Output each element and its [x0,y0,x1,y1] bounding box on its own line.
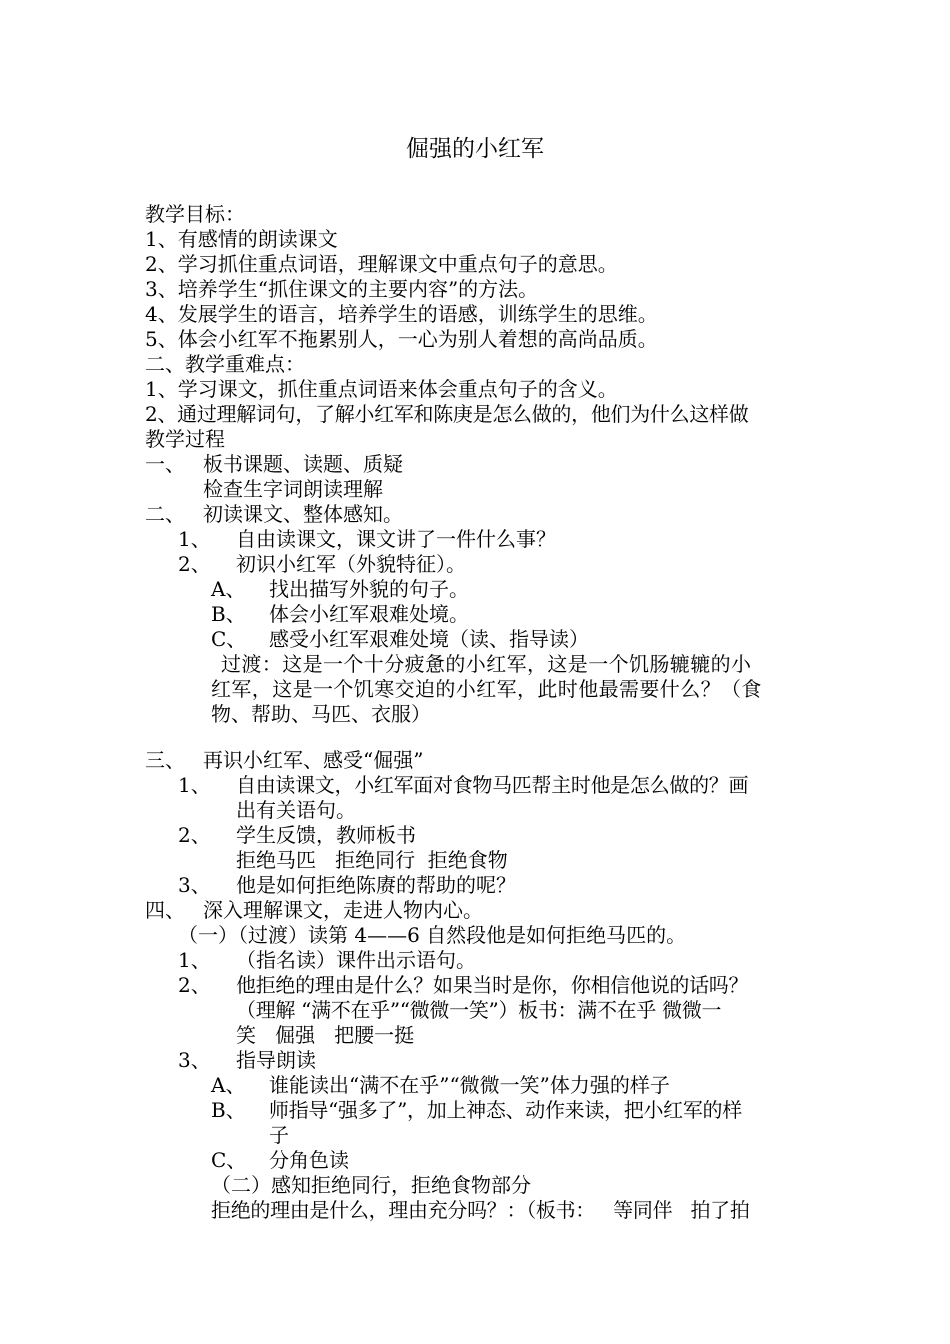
subsection-heading: （二）感知拒绝同行，拒绝食物部分 [211,1173,531,1197]
section-title: 板书课题、读题、质疑 [203,452,403,476]
subitem-text: 师指导“强多了”，加上神态、动作来读，把小红军的样 [269,1098,742,1122]
objective-item: 4、发展学生的语言，培养学生的语感，训练学生的思维。 [145,302,658,326]
paragraph-text: 拒绝的理由是什么，理由充分吗？：（板书： 等同伴 拍了拍 [211,1198,750,1222]
item-text: 自由读课文，课文讲了一件什么事？ [236,527,556,551]
objective-item: 3、培养学生“抓住课文的主要内容”的方法。 [145,277,539,301]
item-number: 1、 [178,948,211,972]
subitem-text: 找出描写外貌的句子。 [269,577,469,601]
item-number: 2、 [178,973,211,997]
item-number: 1、 [178,527,211,551]
key-point-item: 1、学习课文，抓住重点词语来体会重点句子的含义。 [145,377,618,401]
item-text: 初识小红军（外貌特征）。 [236,552,466,576]
subitem-letter: B、 [211,602,246,626]
transition-line: 物、帮助、马匹、衣服） [211,702,431,726]
section-subtext: 检查生字词朗读理解 [203,477,383,501]
process-heading: 教学过程 [145,427,225,451]
subitem-text: 体会小红军艰难处境。 [269,602,469,626]
objective-item: 1、有感情的朗读课文 [145,227,338,251]
subitem-text: 谁能读出“满不在乎”“微微一笑”体力强的样子 [269,1073,670,1097]
subitem-text: 子 [269,1123,289,1147]
section-number: 一、 [145,452,185,476]
item-number: 3、 [178,1048,211,1072]
item-number: 3、 [178,873,211,897]
subsection-heading: （一）（过渡）读第 4——6 自然段他是如何拒绝马匹的。 [178,923,687,947]
item-number: 2、 [178,823,211,847]
subitem-letter: C、 [211,1148,247,1172]
subitem-letter: A、 [211,1073,246,1097]
subitem-letter: C、 [211,627,247,651]
key-point-item: 2、通过理解词句，了解小红军和陈庚是怎么做的，他们为什么这样做 [145,402,749,426]
objectives-heading: 教学目标： [145,202,245,226]
section-number: 二、 [145,502,185,526]
page-title: 倔强的小红军 [406,136,544,162]
section-title: 深入理解课文，走进人物内心。 [203,898,483,922]
item-text: 指导朗读 [236,1048,316,1072]
item-text: 笑 倔强 把腰一挺 [236,1023,415,1047]
item-text: 他拒绝的理由是什么？如果当时是你，你相信他说的话吗？ [236,973,749,997]
subitem-letter: B、 [211,1098,246,1122]
item-text: （指名读）课件出示语句。 [236,948,476,972]
objective-item: 5、体会小红军不拖累别人，一心为别人着想的高尚品质。 [145,327,658,351]
transition-line: 红军，这是一个饥寒交迫的小红军，此时他最需要什么？（食 [211,677,762,701]
section-number: 三、 [145,748,185,772]
subitem-text: 感受小红军艰难处境（读、指导读） [269,627,589,651]
item-number: 1、 [178,773,211,797]
item-text: （理解 “满不在乎”“微微一笑”）板书：满不在乎 微微一 [236,998,722,1022]
item-text: 他是如何拒绝陈赓的帮助的呢？ [236,873,516,897]
subitem-letter: A、 [211,577,246,601]
subitem-text: 分角色读 [269,1148,349,1172]
section-title: 再识小红军、感受“倔强” [203,748,424,772]
section-title: 初读课文、整体感知。 [203,502,403,526]
key-points-heading: 二、教学重难点： [145,352,305,376]
item-text: 自由读课文，小红军面对食物马匹帮主时他是怎么做的？画 [236,773,749,797]
item-number: 2、 [178,552,211,576]
section-number: 四、 [145,898,185,922]
item-text: 出有关语句。 [236,798,356,822]
objective-item: 2、学习抓住重点词语，理解课文中重点句子的意思。 [145,252,618,276]
transition-line: 过渡：这是一个十分疲惫的小红军，这是一个饥肠辘辘的小 [221,652,752,676]
item-text: 学生反馈，教师板书 [236,823,416,847]
item-subtext: 拒绝马匹 拒绝同行 拒绝食物 [236,848,508,872]
